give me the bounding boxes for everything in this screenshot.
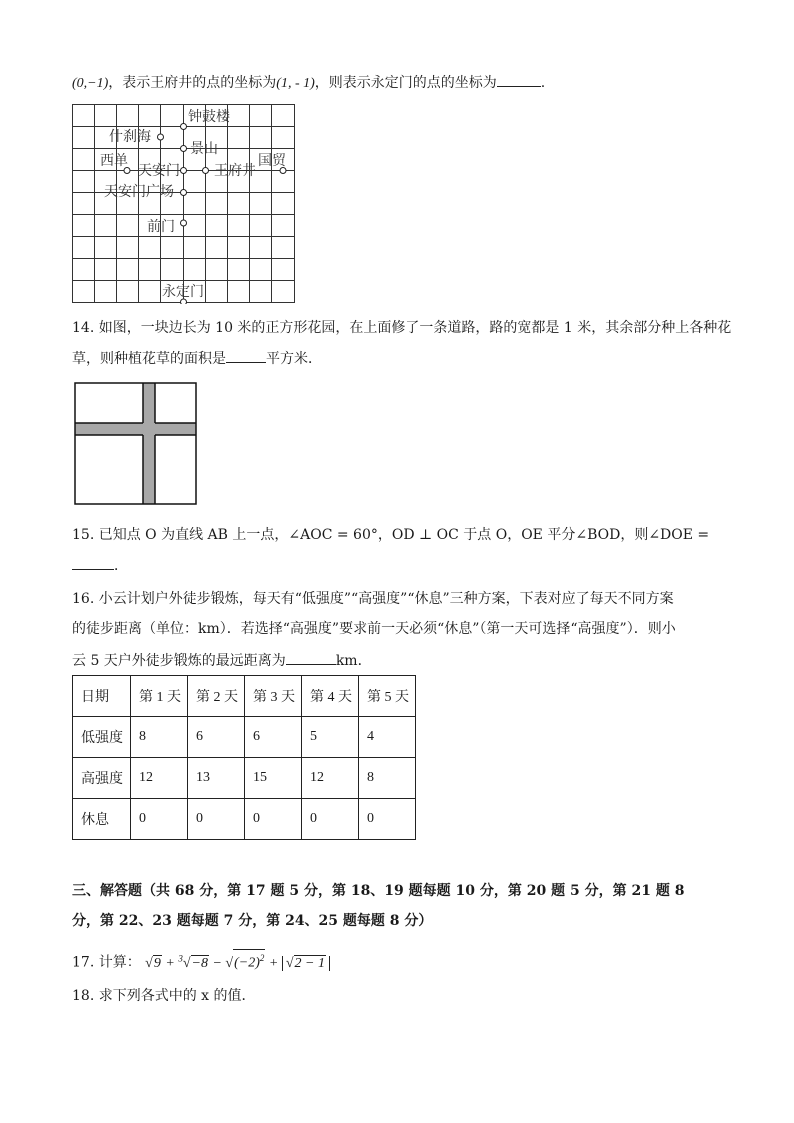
table-cell: 8 — [131, 717, 188, 758]
table-cell: 低强度 — [73, 717, 131, 758]
table-cell: 高强度 — [73, 758, 131, 799]
garden-figure — [74, 382, 198, 506]
q17-expression: $√9 + ^3√-8 - √(-2)^2 + √2 - 1$ — [145, 956, 330, 971]
point-qianmen — [181, 220, 187, 226]
table-header-row — [73, 676, 416, 717]
point-tiananmen-square — [181, 190, 187, 196]
table-row — [73, 799, 416, 840]
coord-start: (0,−1) — [72, 76, 109, 91]
map-label-qianmen: 前门 — [147, 220, 175, 235]
map-label-guomao: 国贸 — [258, 154, 286, 169]
table-row — [73, 717, 416, 758]
q14-answer-blank[interactable] — [226, 348, 266, 363]
q15-line1: 15. 已知点 O 为直线 AB 上一点，∠AOC = 60°，OD ⊥ OC 于点 O，OE 平分∠BOD，则∠DOE = — [72, 527, 710, 543]
map-label-zhonggulou: 钟鼓楼 — [188, 110, 230, 125]
table-header: 第 5 天 — [359, 676, 416, 717]
point-shichahai — [158, 134, 164, 140]
road-horizontal — [75, 423, 196, 435]
table-header: 第 1 天 — [131, 676, 188, 717]
q14-line2 — [72, 348, 322, 369]
q17-line — [72, 948, 330, 974]
table-header: 第 2 天 — [188, 676, 245, 717]
map-label-jingshan: 景山 — [190, 142, 218, 157]
map-label-yongdingmen: 永定门 — [162, 285, 204, 300]
section3-title-line1: 三、解答题（共 68 分，第 17 题 5 分，第 18、19 题每题 10 分，第 20 题 5 分，第 21 题 8 — [72, 883, 685, 899]
table-row — [73, 758, 416, 799]
table-cell: 休息 — [73, 799, 131, 840]
section3-title-line2: 分，第 22、23 题每题 7 分，第 24、25 题每题 8 分） — [72, 913, 433, 929]
coord-wfj: (1, - 1) — [276, 76, 315, 91]
q16-line3 — [72, 650, 372, 671]
table-cell: 0 — [188, 799, 245, 840]
map-label-tiananmen: 天安门 — [138, 164, 180, 179]
table-cell: 0 — [302, 799, 359, 840]
q16-unit: km． — [335, 653, 372, 669]
q17-term3-wrap: $(-2)^2$ — [233, 949, 265, 972]
q18-line: 18. 求下列各式中的 x 的值． — [72, 988, 256, 1004]
table-cell: 8 — [359, 758, 416, 799]
q17-abs: √2 − 1 — [282, 956, 330, 971]
point-zhonggulou — [181, 124, 187, 130]
table-cell: 12 — [302, 758, 359, 799]
q17-prefix: 17. 计算： — [72, 954, 141, 971]
table-cell: 12 — [131, 758, 188, 799]
q15-end: ． — [114, 558, 128, 574]
q14-line2-text: 草，则种植花草的面积是 — [72, 351, 226, 367]
q15-line2 — [72, 555, 128, 576]
table-header: 日期 — [73, 676, 131, 717]
garden-outline — [75, 383, 196, 504]
map-grid — [72, 104, 296, 304]
q14-line1: 14. 如图，一块边长为 10 米的正方形花园，在上面修了一条道路，路的宽都是 1 米，其余部分种上各种花 — [72, 320, 732, 336]
map-label-tiananmen-square: 天安门广场 — [104, 185, 174, 200]
map-label-shichahai: 什刹海 — [109, 130, 151, 145]
q16-line2: 的徒步距离（单位：km）．若选择“高强度”要求前一天必须“休息”（第一天可选择“高强度”）．则小 — [72, 621, 676, 637]
q17-term2: −8 — [191, 955, 208, 971]
table-header: 第 3 天 — [245, 676, 302, 717]
table-cell: 0 — [131, 799, 188, 840]
q17-term4: 2 − 1 — [294, 955, 325, 971]
q13-line — [72, 72, 545, 94]
hike-table — [72, 675, 416, 840]
q13-text2: ，则表示永定门的点的坐标为 — [314, 75, 497, 91]
q16-line1: 16. 小云计划户外徒步锻炼，每天有“低强度”“高强度”“休息”三种方案，下表对应了每天不同方案 — [72, 591, 674, 607]
map-label-wangfujing: 王府井 — [214, 164, 256, 179]
q16-answer-blank[interactable] — [286, 650, 336, 665]
table-cell: 6 — [188, 717, 245, 758]
table-cell: 13 — [188, 758, 245, 799]
road-vertical — [143, 383, 155, 504]
table-cell: 6 — [245, 717, 302, 758]
table-cell: 0 — [359, 799, 416, 840]
point-wangfujing — [203, 168, 209, 174]
q14-unit: 平方米． — [266, 351, 322, 367]
table-cell: 15 — [245, 758, 302, 799]
table-header: 第 4 天 — [302, 676, 359, 717]
map-label-xidan: 西单 — [100, 154, 128, 169]
table-cell: 0 — [245, 799, 302, 840]
table-cell: 4 — [359, 717, 416, 758]
q17-term1: 9 — [153, 955, 161, 971]
q13-text1: ，表示王府井的点的坐标为 — [108, 75, 277, 91]
point-tiananmen — [181, 168, 187, 174]
q13-answer-blank[interactable] — [497, 72, 541, 87]
q16-line3-text: 云 5 天户外徒步锻炼的最远距离为 — [72, 653, 286, 669]
table-cell: 5 — [302, 717, 359, 758]
q15-answer-blank[interactable] — [72, 555, 114, 570]
q17-term3: (−2) — [234, 955, 260, 971]
q13-end: . — [540, 75, 546, 91]
point-jingshan — [181, 146, 187, 152]
